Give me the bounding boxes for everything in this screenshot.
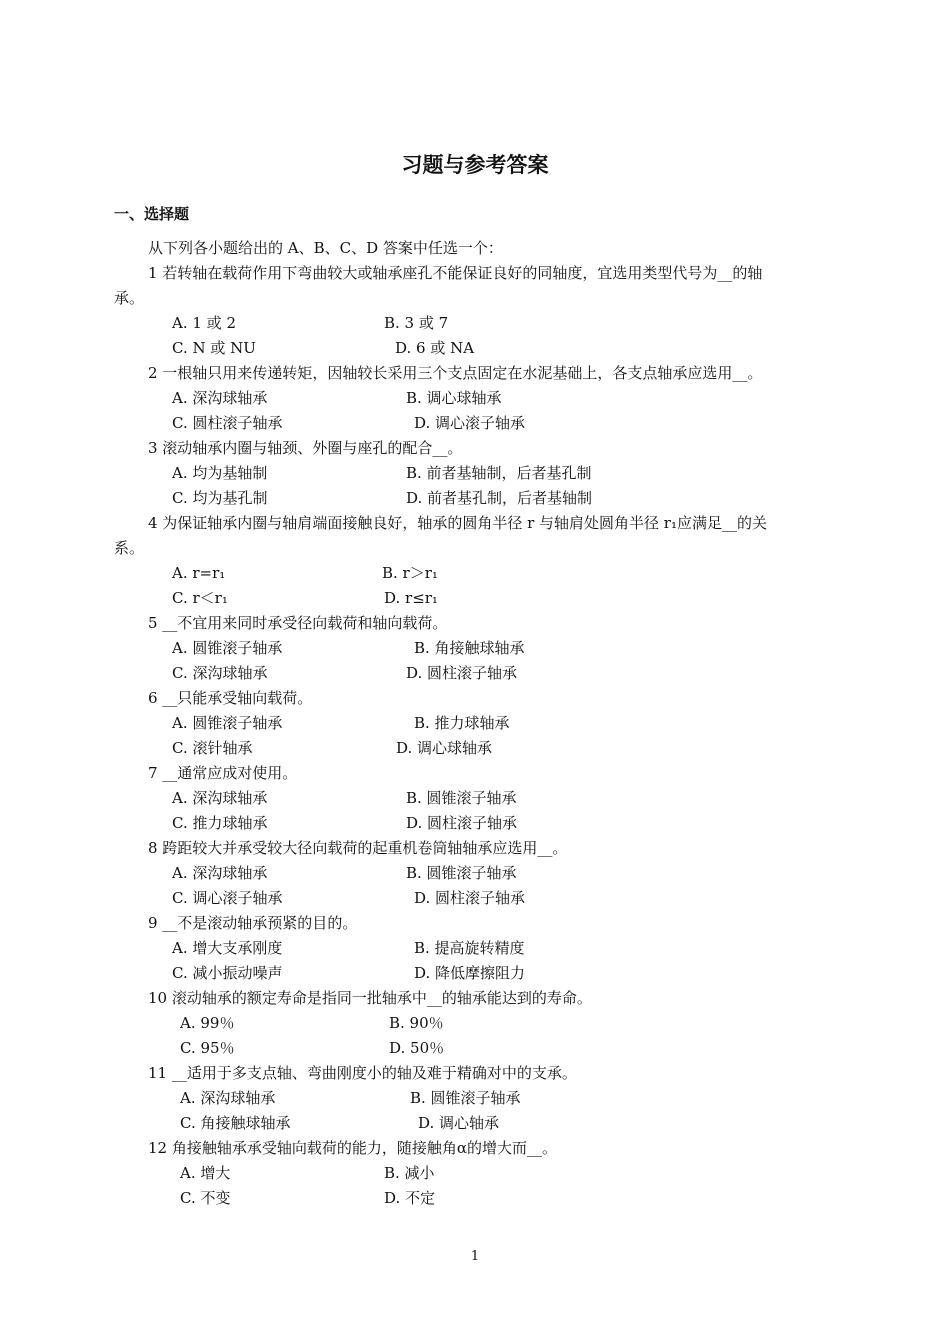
question-list xyxy=(114,236,838,1211)
option-c: C. 均为基孔制 xyxy=(172,489,268,507)
option-c: C. N 或 NU xyxy=(172,339,256,357)
option-row xyxy=(114,936,838,961)
option-row xyxy=(114,1086,838,1111)
option-b: B. 提高旋转精度 xyxy=(414,939,525,957)
option-d: D. 圆柱滚子轴承 xyxy=(414,889,526,907)
option-row xyxy=(114,461,838,486)
option-c: C. 圆柱滚子轴承 xyxy=(172,414,283,432)
option-a: A. 增大 xyxy=(180,1164,231,1182)
option-c: C. 角接触球轴承 xyxy=(180,1114,291,1132)
option-c: C. 减小振动噪声 xyxy=(172,964,283,982)
option-a: A. 均为基轴制 xyxy=(172,464,268,482)
question-text: 6 __只能承受轴向载荷。 xyxy=(148,689,313,707)
option-row xyxy=(114,961,838,986)
option-d: D. 不定 xyxy=(384,1189,436,1207)
option-row xyxy=(114,736,838,761)
question-text: 4 为保证轴承内圈与轴肩端面接触良好，轴承的圆角半径 r 与轴肩处圆角半径 r₁应满足__的关 xyxy=(148,514,767,532)
option-row xyxy=(114,786,838,811)
option-a: A. 深沟球轴承 xyxy=(172,389,268,407)
option-d: D. 前者基孔制，后者基轴制 xyxy=(406,489,593,507)
option-row xyxy=(114,311,838,336)
option-c: C. 调心滚子轴承 xyxy=(172,889,283,907)
question-text: 10 滚动轴承的额定寿命是指同一批轴承中__的轴承能达到的寿命。 xyxy=(148,989,592,1007)
option-d: D. 6 或 NA xyxy=(395,339,475,357)
section-heading: 一、选择题 xyxy=(114,205,190,223)
option-c: C. 95％ xyxy=(180,1039,235,1057)
question-text-continued: 承。 xyxy=(114,289,145,307)
option-a: A. 增大支承刚度 xyxy=(172,939,283,957)
option-row xyxy=(114,811,838,836)
option-d: D. 降低摩擦阻力 xyxy=(414,964,526,982)
question-text: 11 __适用于多支点轴、弯曲刚度小的轴及难于精确对中的支承。 xyxy=(148,1064,577,1082)
option-row xyxy=(114,336,838,361)
question-text: 12 角接触轴承承受轴向载荷的能力，随接触角α的增大而__。 xyxy=(148,1139,557,1157)
option-a: A. 99％ xyxy=(180,1014,235,1032)
option-d: D. 圆柱滚子轴承 xyxy=(406,664,518,682)
page-title: 习题与参考答案 xyxy=(401,153,549,177)
option-b: B. 圆锥滚子轴承 xyxy=(406,789,517,807)
option-b: B. 角接触球轴承 xyxy=(414,639,525,657)
option-row xyxy=(114,1111,838,1136)
option-b: B. 3 或 7 xyxy=(384,314,449,332)
question-text: 1 若转轴在载荷作用下弯曲较大或轴承座孔不能保证良好的同轴度，宜选用类型代号为__的轴 xyxy=(148,264,763,282)
option-a: A. r=r₁ xyxy=(172,564,226,582)
option-d: D. 圆柱滚子轴承 xyxy=(406,814,518,832)
option-d: D. 50％ xyxy=(389,1039,445,1057)
question-text: 7 __通常应成对使用。 xyxy=(148,764,298,782)
page-number: 1 xyxy=(470,1249,480,1264)
option-row xyxy=(114,586,838,611)
option-b: B. 圆锥滚子轴承 xyxy=(410,1089,521,1107)
question-text: 8 跨距较大并承受较大径向载荷的起重机卷筒轴轴承应选用__。 xyxy=(148,839,568,857)
intro-text: 从下列各小题给出的 A、B、C、D 答案中任选一个： xyxy=(148,239,503,257)
option-row xyxy=(114,486,838,511)
option-row xyxy=(114,711,838,736)
option-b: B. r＞r₁ xyxy=(382,564,438,582)
option-c: C. 推力球轴承 xyxy=(172,814,268,832)
option-d: D. r≤r₁ xyxy=(384,589,438,607)
question-text: 2 一根轴只用来传递转矩，因轴较长采用三个支点固定在水泥基础上，各支点轴承应选用__。 xyxy=(148,364,763,382)
option-row xyxy=(114,386,838,411)
option-row xyxy=(114,661,838,686)
option-row xyxy=(114,1011,838,1036)
option-c: C. 不变 xyxy=(180,1189,231,1207)
option-row xyxy=(114,636,838,661)
option-b: B. 减小 xyxy=(384,1164,435,1182)
question-text: 9 __不是滚动轴承预紧的目的。 xyxy=(148,914,358,932)
option-row xyxy=(114,886,838,911)
option-row xyxy=(114,1161,838,1186)
option-row xyxy=(114,411,838,436)
option-d: D. 调心轴承 xyxy=(418,1114,500,1132)
option-b: B. 圆锥滚子轴承 xyxy=(406,864,517,882)
option-row xyxy=(114,561,838,586)
option-b: B. 前者基轴制，后者基孔制 xyxy=(406,464,592,482)
option-b: B. 调心球轴承 xyxy=(406,389,502,407)
option-c: C. 滚针轴承 xyxy=(172,739,253,757)
option-c: C. r＜r₁ xyxy=(172,589,228,607)
option-row xyxy=(114,1036,838,1061)
question-text: 5 __不宜用来同时承受径向载荷和轴向载荷。 xyxy=(148,614,448,632)
option-a: A. 深沟球轴承 xyxy=(180,1089,276,1107)
option-a: A. 圆锥滚子轴承 xyxy=(172,639,283,657)
option-a: A. 深沟球轴承 xyxy=(172,789,268,807)
option-d: D. 调心球轴承 xyxy=(396,739,493,757)
option-b: B. 推力球轴承 xyxy=(414,714,510,732)
option-row xyxy=(114,861,838,886)
option-d: D. 调心滚子轴承 xyxy=(414,414,526,432)
option-b: B. 90％ xyxy=(389,1014,444,1032)
option-a: A. 圆锥滚子轴承 xyxy=(172,714,283,732)
option-a: A. 1 或 2 xyxy=(172,314,236,332)
option-row xyxy=(114,1186,838,1211)
question-text: 3 滚动轴承内圈与轴颈、外圈与座孔的配合__。 xyxy=(148,439,463,457)
question-text-continued: 系。 xyxy=(114,539,145,557)
option-a: A. 深沟球轴承 xyxy=(172,864,268,882)
option-c: C. 深沟球轴承 xyxy=(172,664,268,682)
